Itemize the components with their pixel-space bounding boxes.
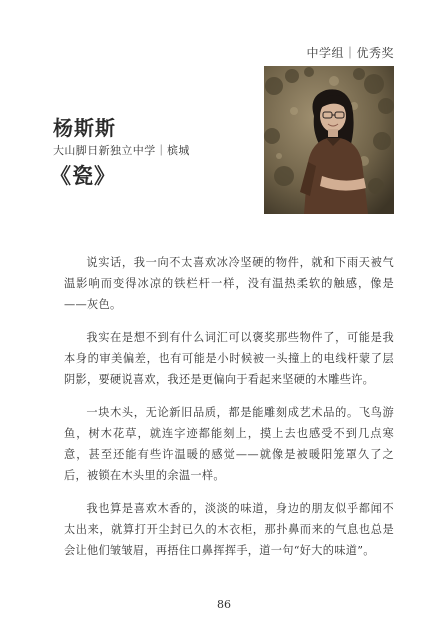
- paragraph: 一块木头，无论新旧品质，都是能雕刻成艺术品的。飞鸟游鱼，树木花草，就连字迹都能刻上，摸上去也感受不到几点寒意，甚至还能有些许温暖的感觉——就像是被暖阳笼罩久了之后，被锁在木头里的余温一样。: [64, 406, 394, 482]
- author-school: 大山脚日新独立中学｜槟城: [53, 144, 190, 157]
- paragraph: 说实话，我一向不太喜欢冰冷坚硬的物件，就和下雨天被气温影响而变得冰凉的铁栏杆一样，没有温热柔软的触感，像是——灰色。: [64, 256, 394, 311]
- section-category-label: 中学组｜优秀奖: [306, 46, 394, 60]
- author-name: 杨斯斯: [53, 116, 116, 140]
- page-number: 86: [217, 598, 231, 611]
- article-body: [64, 252, 394, 573]
- author-photo: [264, 66, 394, 214]
- paragraph: 我也算是喜欢木香的，淡淡的味道，身边的朋友似乎都闻不太出来，就算打开尘封已久的木衣柜，那扑鼻而来的气息也总是会让他们皱皱眉，再捂住口鼻挥挥手，道一句“好大的味道”。: [64, 502, 394, 557]
- article-title: 《瓷》: [50, 163, 116, 188]
- paragraph: 我实在是想不到有什么词汇可以褒奖那些物件了，可能是我本身的审美偏差，也有可能是小时候被一头撞上的电线杆蒙了层阴影，要硬说喜欢，我还是更偏向于看起来坚硬的木雕些许。: [64, 331, 394, 386]
